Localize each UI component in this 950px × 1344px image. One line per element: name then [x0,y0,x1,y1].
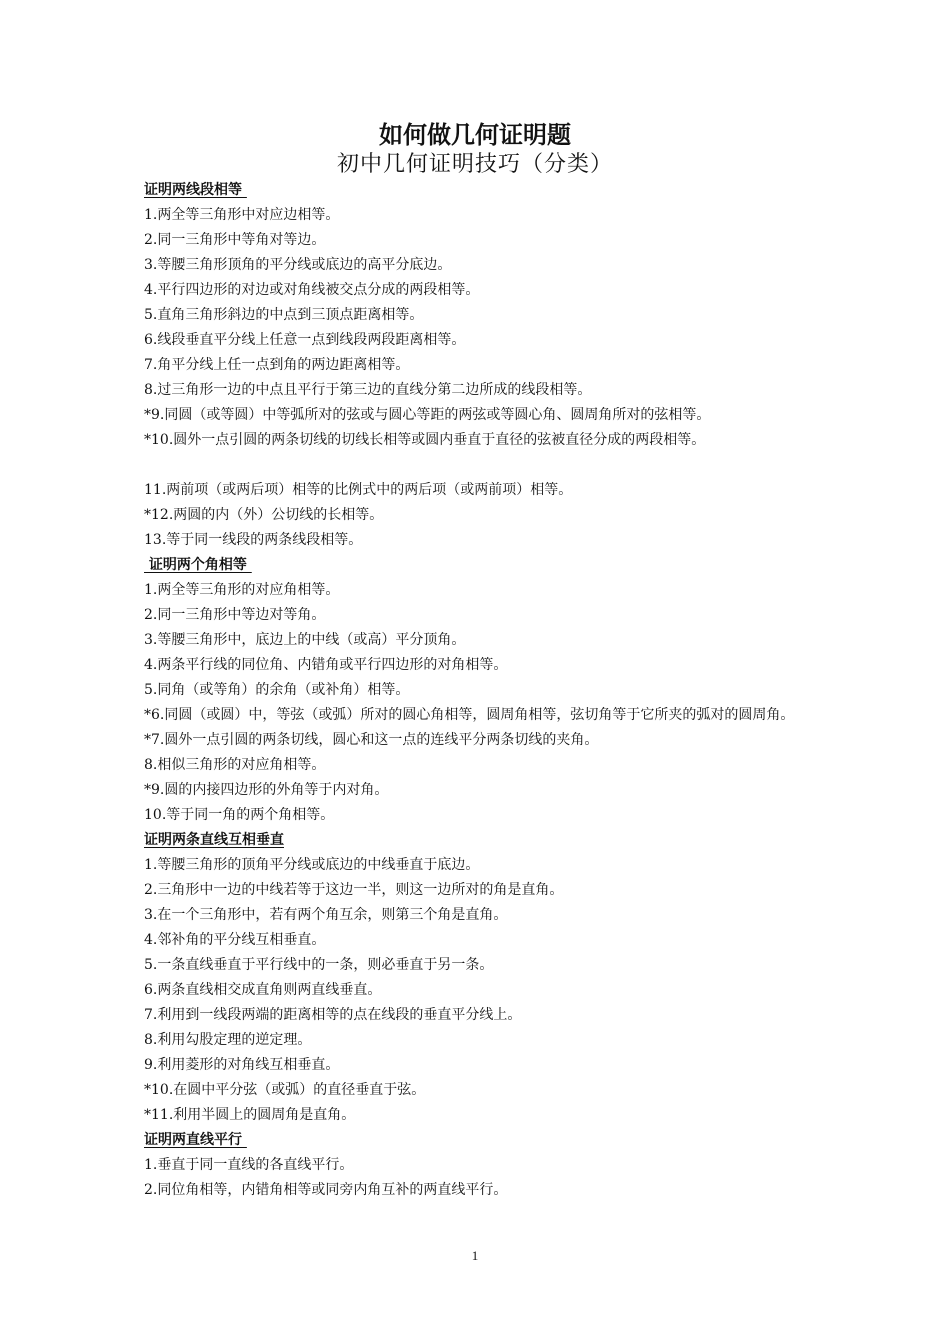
list-item: 3.在一个三角形中，若有两个角互余，则第三个角是直角。 [144,907,508,923]
list-item: *10.在圆中平分弦（或弧）的直径垂直于弦。 [144,1082,426,1098]
list-item: 5.同角（或等角）的余角（或补角）相等。 [144,682,410,698]
list-item: 1.两全等三角形中对应边相等。 [144,207,340,223]
list-item: *7.圆外一点引圆的两条切线，圆心和这一点的连线平分两条切线的夹角。 [144,732,599,748]
section-heading: 证明两个角相等 [144,557,252,573]
list-item: 4.两条平行线的同位角、内错角或平行四边形的对角相等。 [144,657,508,673]
list-item: 2.同位角相等，内错角相等或同旁内角互补的两直线平行。 [144,1182,508,1198]
list-item: 3.等腰三角形中，底边上的中线（或高）平分顶角。 [144,632,466,648]
list-item: *9.圆的内接四边形的外角等于内对角。 [144,782,389,798]
list-item: 13.等于同一线段的两条线段相等。 [144,532,363,548]
document-body [144,178,834,1203]
document-subtitle: 初中几何证明技巧（分类） [336,152,613,177]
section-heading: 证明两线段相等 [144,182,247,198]
list-item: *10.圆外一点引圆的两条切线的切线长相等或圆内垂直于直径的弦被直径分成的两段相等。 [144,432,706,448]
list-item: 2.同一三角形中等角对等边。 [144,232,326,248]
list-item: 1.垂直于同一直线的各直线平行。 [144,1157,354,1173]
list-item: 2.三角形中一边的中线若等于这边一半，则这一边所对的角是直角。 [144,882,564,898]
list-item: 5.一条直线垂直于平行线中的一条，则必垂直于另一条。 [144,957,494,973]
list-item: *12.两圆的内（外）公切线的长相等。 [144,507,384,523]
list-item: *9.同圆（或等圆）中等弧所对的弦或与圆心等距的两弦或等圆心角、圆周角所对的弦相等。 [144,407,711,423]
list-item: 1.等腰三角形的顶角平分线或底边的中线垂直于底边。 [144,857,480,873]
list-item: 7.角平分线上任一点到角的两边距离相等。 [144,357,410,373]
list-item: *11.利用半圆上的圆周角是直角。 [144,1107,356,1123]
list-item: 2.同一三角形中等边对等角。 [144,607,326,623]
section-heading: 证明两直线平行 [144,1132,247,1148]
list-item: 9.利用菱形的对角线互相垂直。 [144,1057,340,1073]
list-item: 5.直角三角形斜边的中点到三顶点距离相等。 [144,307,424,323]
list-item: 6.线段垂直平分线上任意一点到线段两段距离相等。 [144,332,466,348]
list-item: 10.等于同一角的两个角相等。 [144,807,335,823]
list-item: 7.利用到一线段两端的距离相等的点在线段的垂直平分线上。 [144,1007,522,1023]
page-number: 1 [471,1248,479,1263]
list-item: 4.邻补角的平分线互相垂直。 [144,932,326,948]
list-item: 11.两前项（或两后项）相等的比例式中的两后项（或两前项）相等。 [144,482,573,498]
blank-line [144,453,834,478]
list-item: *6.同圆（或圆）中，等弦（或弧）所对的圆心角相等，圆周角相等，弦切角等于它所夹的弧对的圆周角。 [144,707,795,723]
list-item: 8.利用勾股定理的逆定理。 [144,1032,312,1048]
document-title: 如何做几何证明题 [379,121,571,149]
list-item: 8.相似三角形的对应角相等。 [144,757,326,773]
list-item: 8.过三角形一边的中点且平行于第三边的直线分第二边所成的线段相等。 [144,382,592,398]
list-item: 6.两条直线相交成直角则两直线垂直。 [144,982,382,998]
list-item: 3.等腰三角形顶角的平分线或底边的高平分底边。 [144,257,452,273]
section-heading: 证明两条直线互相垂直 [144,832,284,848]
list-item: 1.两全等三角形的对应角相等。 [144,582,340,598]
list-item: 4.平行四边形的对边或对角线被交点分成的两段相等。 [144,282,480,298]
